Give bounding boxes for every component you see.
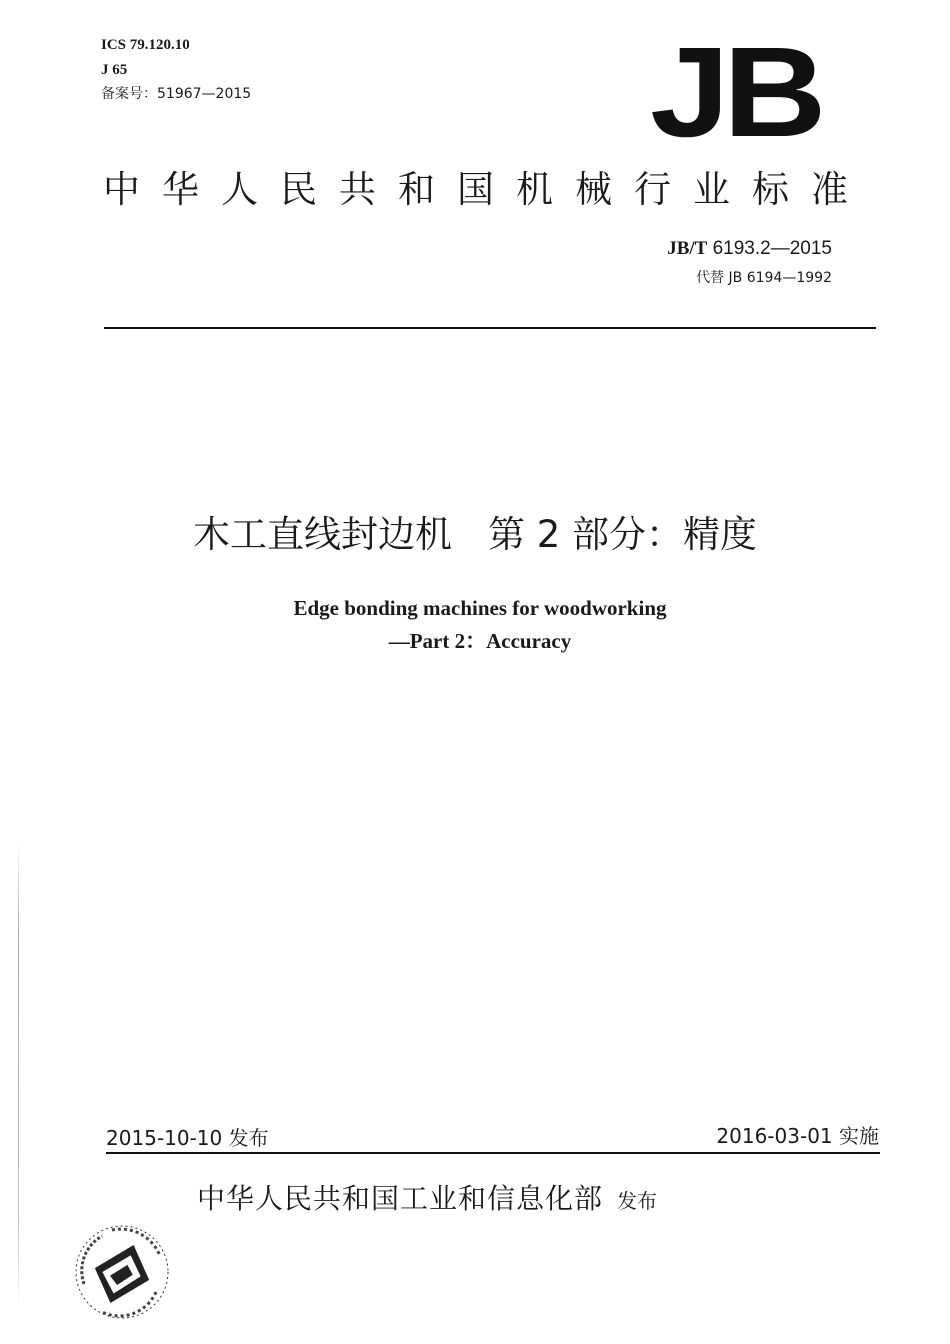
replaces-standard: 代替 JB 6194—1992 <box>696 270 832 286</box>
publisher-seal-graphic <box>72 1222 172 1322</box>
classification-code: J 65 <box>101 62 128 78</box>
issuer <box>197 1177 657 1221</box>
filing-number: 备案号：51967—2015 <box>101 86 252 102</box>
standard-number <box>667 237 832 261</box>
title-english-line2: —Part 2：Accuracy <box>388 629 572 653</box>
issuer-name: 中华人民共和国工业和信息化部 <box>197 1182 604 1215</box>
effective-date: 2016-03-01 实施 <box>716 1124 879 1148</box>
title-english-line1: Edge bonding machines for woodworking <box>293 596 667 620</box>
standard-number-value: 6193.2—2015 <box>707 238 832 259</box>
ics-code: ICS 79.120.10 <box>101 37 190 53</box>
footer-divider <box>106 1152 880 1154</box>
header-divider <box>104 327 876 329</box>
title-chinese <box>0 506 950 564</box>
title-chinese-main: 木工直线封边机 <box>192 513 452 556</box>
title-chinese-part: 第 2 部分：精度 <box>487 513 758 556</box>
issuer-action: 发布 <box>617 1189 658 1213</box>
standard-type-header: 中华人民共和国机械行业标准 <box>103 168 870 211</box>
standard-number-prefix: JB/T <box>667 238 708 259</box>
publisher-seal-icon <box>72 1222 172 1322</box>
scan-edge-mark <box>18 840 19 1310</box>
issue-date: 2015-10-10 发布 <box>106 1126 269 1150</box>
jb-logo: JB <box>650 21 820 164</box>
